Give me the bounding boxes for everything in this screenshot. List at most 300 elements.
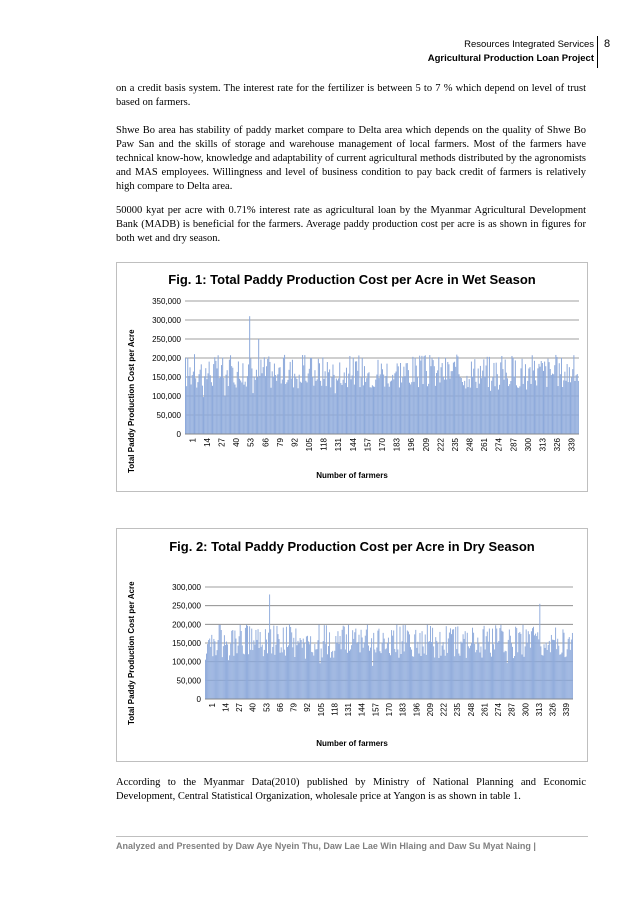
y-tick-label: 200,000 — [172, 620, 201, 630]
data-bar — [466, 658, 467, 699]
data-bar — [528, 369, 529, 434]
data-bar — [569, 637, 570, 699]
data-bar — [362, 358, 363, 434]
data-bar — [229, 655, 230, 699]
data-bar — [491, 657, 492, 699]
data-bar — [318, 640, 319, 699]
data-bar — [362, 637, 363, 699]
data-bar — [347, 387, 348, 434]
data-bar — [529, 367, 530, 434]
data-bar — [270, 629, 271, 699]
data-bar — [541, 655, 542, 699]
data-bar — [342, 630, 343, 699]
data-bar — [465, 388, 466, 434]
data-bar — [517, 387, 518, 434]
data-bar — [355, 629, 356, 699]
data-bar — [308, 373, 309, 434]
data-bar — [561, 358, 562, 434]
data-bar — [556, 357, 557, 434]
data-bar — [291, 632, 292, 699]
x-tick-label: 300 — [523, 438, 533, 452]
data-bar — [211, 635, 212, 699]
data-bar — [247, 626, 248, 699]
x-tick-label: 157 — [371, 703, 381, 717]
data-bar — [417, 377, 418, 434]
y-tick-label: 350,000 — [152, 297, 181, 306]
data-bar — [532, 628, 533, 699]
data-bar — [344, 627, 345, 699]
data-bar — [239, 636, 240, 699]
data-bar — [427, 625, 428, 699]
data-bar — [254, 376, 255, 434]
data-bar — [258, 339, 259, 434]
data-bar — [322, 357, 323, 434]
data-bar — [493, 363, 494, 434]
data-bar — [241, 631, 242, 699]
data-bar — [259, 648, 260, 699]
data-bar — [543, 656, 544, 699]
data-bar — [320, 381, 321, 434]
data-bar — [571, 640, 572, 699]
data-bar — [222, 358, 223, 434]
data-bar — [486, 636, 487, 699]
data-bar — [483, 359, 484, 434]
data-bar — [448, 638, 449, 699]
data-bar — [245, 382, 246, 434]
data-bar — [326, 625, 327, 699]
data-bar — [366, 378, 367, 434]
data-bar — [372, 666, 373, 699]
data-bar — [495, 625, 496, 699]
data-bar — [322, 657, 323, 699]
x-tick-label: 118 — [319, 438, 329, 451]
data-bar — [457, 356, 458, 434]
data-bar — [185, 358, 186, 434]
x-tick-label: 1 — [207, 703, 217, 708]
data-bar — [428, 384, 429, 434]
data-bar — [376, 648, 377, 699]
data-bar — [455, 367, 456, 434]
data-bar — [526, 390, 527, 434]
data-bar — [395, 652, 396, 699]
data-bar — [276, 381, 277, 434]
x-tick-label: 170 — [378, 438, 387, 452]
data-bar — [344, 372, 345, 434]
data-bar — [287, 647, 288, 699]
data-bar — [438, 658, 439, 699]
x-tick-label: 313 — [538, 438, 548, 452]
data-bar — [321, 386, 322, 434]
data-bar — [296, 379, 297, 434]
data-bar — [244, 385, 245, 434]
data-bar — [484, 626, 485, 699]
data-bar — [546, 387, 547, 434]
data-bar — [473, 633, 474, 699]
data-bar — [489, 629, 490, 699]
data-bar — [511, 643, 512, 699]
data-bar — [495, 386, 496, 434]
data-bar — [537, 368, 538, 434]
data-bar — [496, 629, 497, 699]
data-bar — [255, 630, 256, 699]
data-bar — [403, 625, 404, 699]
data-bar — [303, 365, 304, 434]
data-bar — [560, 374, 561, 434]
data-bar — [503, 632, 504, 699]
data-bar — [426, 371, 427, 434]
data-bar — [282, 380, 283, 434]
data-bar — [361, 378, 362, 434]
data-bar — [267, 359, 268, 434]
data-bar — [409, 383, 410, 434]
x-tick-label: 313 — [534, 703, 544, 717]
data-bar — [421, 656, 422, 699]
chart-1-plot — [117, 263, 587, 491]
data-bar — [346, 634, 347, 699]
paragraph-4: According to the Myanmar Data(2010) published by Ministry of National Planning and Economic Development, Central Statistical Organization, wholesale price at Yangon is as shown in table 1. — [116, 777, 586, 802]
page-number: 8 — [604, 38, 611, 50]
data-bar — [410, 647, 411, 699]
data-bar — [281, 383, 282, 434]
data-bar — [292, 360, 293, 434]
data-bar — [559, 655, 560, 699]
data-bar — [225, 645, 226, 699]
data-bar — [522, 359, 523, 434]
data-bar — [307, 636, 308, 699]
data-bar — [236, 388, 237, 434]
data-bar — [238, 646, 239, 699]
data-bar — [209, 639, 210, 699]
data-bar — [253, 640, 254, 699]
data-bar — [364, 642, 365, 699]
data-bar — [568, 639, 569, 699]
data-bar — [514, 376, 515, 434]
data-bar — [199, 374, 200, 434]
data-bar — [458, 654, 459, 699]
data-bar — [306, 636, 307, 699]
data-bar — [540, 367, 541, 434]
data-bar — [479, 384, 480, 434]
data-bar — [488, 387, 489, 434]
x-tick-label: 274 — [494, 703, 504, 717]
data-bar — [263, 367, 264, 434]
data-bar — [244, 654, 245, 699]
data-bar — [525, 646, 526, 699]
data-bar — [527, 643, 528, 699]
data-bar — [547, 650, 548, 699]
data-bar — [412, 656, 413, 699]
y-tick-label: 200,000 — [152, 354, 181, 363]
data-bar — [389, 387, 390, 434]
data-bar — [415, 630, 416, 699]
data-bar — [337, 631, 338, 699]
data-bar — [204, 376, 205, 434]
data-bar — [480, 366, 481, 434]
data-bar — [515, 627, 516, 699]
data-bar — [443, 377, 444, 434]
data-bar — [398, 366, 399, 434]
data-bar — [479, 652, 480, 699]
data-bar — [268, 356, 269, 434]
data-bar — [509, 630, 510, 699]
data-bar — [293, 638, 294, 699]
data-bar — [290, 362, 291, 434]
data-bar — [273, 377, 274, 434]
data-bar — [315, 649, 316, 699]
data-bar — [509, 384, 510, 434]
data-bar — [506, 651, 507, 699]
data-bar — [205, 368, 206, 434]
data-bar — [450, 628, 451, 699]
data-bar — [224, 635, 225, 699]
data-bar — [237, 653, 238, 699]
data-bar — [261, 647, 262, 699]
x-tick-label: 92 — [303, 703, 313, 712]
data-bar — [429, 355, 430, 434]
chart-1-title: Fig. 1: Total Paddy Production Cost per Acre in Wet Season — [168, 272, 536, 287]
chart-2-xlabel: Number of farmers — [316, 739, 388, 748]
data-bar — [489, 357, 490, 434]
data-bar — [453, 629, 454, 699]
data-bar — [359, 635, 360, 699]
data-bar — [200, 370, 201, 434]
data-bar — [258, 629, 259, 699]
y-tick-label: 250,000 — [152, 335, 181, 344]
data-bar — [558, 386, 559, 434]
data-bar — [412, 357, 413, 434]
x-tick-label: 27 — [217, 438, 227, 447]
x-tick-label: 209 — [421, 438, 431, 452]
data-bar — [433, 646, 434, 699]
data-bar — [569, 367, 570, 434]
x-tick-label: 131 — [334, 438, 344, 452]
data-bar — [196, 388, 197, 434]
data-bar — [535, 380, 536, 434]
data-bar — [380, 651, 381, 699]
data-bar — [567, 364, 568, 434]
data-bar — [436, 373, 437, 434]
data-bar — [502, 369, 503, 434]
data-bar — [309, 369, 310, 434]
data-bar — [367, 373, 368, 434]
data-bar — [534, 635, 535, 699]
x-tick-label: 53 — [262, 703, 272, 712]
data-bar — [469, 379, 470, 434]
data-bar — [505, 359, 506, 434]
data-bar — [513, 658, 514, 699]
data-bar — [191, 384, 192, 434]
data-bar — [320, 663, 321, 699]
data-bar — [423, 384, 424, 434]
data-bar — [310, 636, 311, 699]
data-bar — [520, 368, 521, 434]
data-bar — [536, 636, 537, 699]
x-tick-label: 248 — [465, 438, 475, 452]
running-header — [428, 38, 594, 66]
data-bar — [563, 380, 564, 434]
data-bar — [354, 385, 355, 434]
data-bar — [393, 630, 394, 699]
data-bar — [284, 355, 285, 434]
data-bar — [484, 377, 485, 434]
data-bar — [203, 397, 204, 434]
data-bar — [319, 363, 320, 434]
data-bar — [280, 367, 281, 434]
data-bar — [212, 386, 213, 434]
data-bar — [318, 359, 319, 434]
data-bar — [480, 647, 481, 699]
data-bar — [228, 386, 229, 434]
x-tick-label: 261 — [480, 438, 490, 452]
data-bar — [559, 363, 560, 434]
data-bar — [530, 648, 531, 699]
data-bar — [549, 641, 550, 699]
data-bar — [490, 391, 491, 434]
y-tick-label: 50,000 — [156, 411, 181, 420]
data-bar — [379, 378, 380, 434]
data-bar — [414, 634, 415, 699]
data-bar — [504, 652, 505, 699]
data-bar — [550, 652, 551, 699]
data-bar — [540, 646, 541, 699]
data-bar — [335, 393, 336, 434]
data-bar — [514, 656, 515, 699]
data-bar — [475, 382, 476, 434]
data-bar — [333, 658, 334, 699]
data-bar — [192, 375, 193, 434]
data-bar — [195, 378, 196, 434]
data-bar — [216, 655, 217, 699]
data-bar — [231, 631, 232, 699]
x-tick-label: 105 — [316, 703, 326, 717]
data-bar — [469, 648, 470, 699]
data-bar — [326, 386, 327, 434]
data-bar — [217, 368, 218, 434]
data-bar — [390, 382, 391, 434]
data-bar — [327, 654, 328, 699]
data-bar — [372, 385, 373, 434]
data-bar — [289, 370, 290, 434]
data-bar — [400, 363, 401, 434]
data-bar — [402, 377, 403, 434]
data-bar — [468, 387, 469, 434]
data-bar — [538, 364, 539, 434]
x-tick-label: 118 — [330, 703, 340, 716]
data-bar — [210, 647, 211, 699]
data-bar — [327, 362, 328, 434]
data-bar — [364, 366, 365, 434]
data-bar — [555, 355, 556, 434]
data-bar — [257, 640, 258, 699]
x-tick-label: 287 — [509, 438, 519, 452]
data-bar — [456, 649, 457, 699]
data-bar — [301, 640, 302, 699]
data-bar — [353, 357, 354, 434]
data-bar — [461, 378, 462, 434]
data-bar — [391, 630, 392, 699]
data-bar — [223, 378, 224, 434]
data-bar — [323, 379, 324, 434]
data-bar — [392, 375, 393, 434]
data-bar — [286, 382, 287, 434]
data-bar — [453, 363, 454, 434]
data-bar — [528, 631, 529, 699]
data-bar — [442, 646, 443, 699]
data-bar — [544, 644, 545, 699]
data-bar — [348, 374, 349, 434]
data-bar — [532, 355, 533, 434]
data-bar — [368, 372, 369, 434]
data-bar — [332, 651, 333, 699]
data-bar — [552, 374, 553, 434]
data-bar — [275, 645, 276, 699]
data-bar — [482, 658, 483, 699]
data-bar — [250, 650, 251, 699]
data-bar — [510, 381, 511, 434]
x-tick-label: 274 — [494, 438, 504, 452]
data-bar — [435, 386, 436, 434]
data-bar — [298, 641, 299, 699]
data-bar — [493, 644, 494, 699]
data-bar — [226, 375, 227, 434]
data-bar — [329, 632, 330, 699]
data-bar — [531, 384, 532, 434]
data-bar — [463, 385, 464, 434]
data-bar — [271, 388, 272, 434]
data-bar — [313, 656, 314, 699]
x-tick-label: 183 — [398, 703, 408, 717]
data-bar — [416, 648, 417, 699]
data-bar — [227, 644, 228, 699]
data-bar — [419, 356, 420, 434]
data-bar — [296, 645, 297, 699]
data-bar — [232, 630, 233, 699]
data-bar — [420, 361, 421, 434]
data-bar — [537, 632, 538, 699]
data-bar — [478, 369, 479, 434]
data-bar — [544, 362, 545, 434]
data-bar — [396, 625, 397, 699]
data-bar — [444, 380, 445, 434]
data-bar — [523, 625, 524, 699]
paragraph-3: 50000 kyat per acre with 0.71% interest rate as agricultural loan by the Myanmar Agricultural Development Bank (MADB) is beneficial for the farmers. Average paddy production cost per acre is as shown in figures for both wet and dry season. — [116, 205, 586, 244]
data-bar — [529, 634, 530, 699]
data-bar — [336, 379, 337, 434]
data-bar — [367, 625, 368, 699]
data-bar — [345, 383, 346, 434]
data-bar — [365, 636, 366, 699]
data-bar — [578, 381, 579, 434]
data-bar — [470, 388, 471, 434]
chart-2-title: Fig. 2: Total Paddy Production Cost per Acre in Dry Season — [169, 539, 535, 554]
chart-1-xlabel: Number of farmers — [316, 471, 388, 480]
data-bar — [525, 364, 526, 434]
data-bar — [186, 386, 187, 434]
data-bar — [445, 358, 446, 434]
data-bar — [231, 366, 232, 434]
data-bar — [467, 633, 468, 699]
data-bar — [384, 639, 385, 699]
data-bar — [264, 650, 265, 699]
data-bar — [223, 646, 224, 699]
data-bar — [304, 355, 305, 434]
data-bar — [490, 653, 491, 699]
data-bar — [305, 381, 306, 434]
data-bar — [565, 381, 566, 434]
data-bar — [330, 658, 331, 699]
data-bar — [275, 375, 276, 434]
data-bar — [448, 364, 449, 434]
